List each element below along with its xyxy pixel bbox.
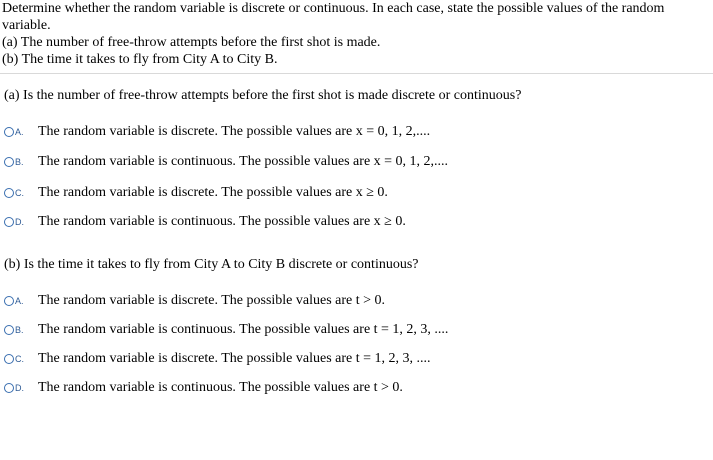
radio-button[interactable] [4,354,14,364]
problem-part-b: (b) The time it takes to fly from City A to City B. [2,52,278,67]
option-text: The random variable is continuous. The possible values are t = 1, 2, 3, .... [38,322,449,337]
option-text: The random variable is discrete. The possible values are t > 0. [38,293,386,308]
option-text: The random variable is continuous. The possible values are x ≥ 0. [38,214,406,229]
radio-button[interactable] [4,188,14,198]
option-a-C[interactable] [4,183,388,203]
option-letter: C. [15,188,24,198]
question-b: (b) Is the time it takes to fly from City A to City B discrete or continuous? [4,257,419,272]
option-a-D[interactable] [4,212,406,232]
option-letter: A. [15,127,24,137]
option-text: The random variable is discrete. The possible values are x ≥ 0. [38,185,388,200]
option-text: The random variable is continuous. The possible values are t > 0. [38,380,403,395]
option-text: The random variable is continuous. The possible values are x = 0, 1, 2,.... [38,154,449,169]
option-letter: B. [15,157,24,167]
problem-statement [2,0,707,68]
option-b-D[interactable] [4,378,403,398]
option-text: The random variable is discrete. The possible values are x = 0, 1, 2,.... [38,124,431,139]
option-letter: D. [15,383,24,393]
problem-instructions: Determine whether the random variable is discrete or continuous. In each case, state the possible values of the random variable. [2,1,665,33]
option-letter: A. [15,296,24,306]
problem-part-a: (a) The number of free-throw attempts before the first shot is made. [2,35,381,50]
option-letter: B. [15,325,24,335]
radio-button[interactable] [4,127,14,137]
radio-button[interactable] [4,157,14,167]
section-divider [0,73,713,74]
option-b-B[interactable] [4,320,448,340]
question-a: (a) Is the number of free-throw attempts before the first shot is made discrete or continuous? [4,88,522,103]
radio-button[interactable] [4,383,14,393]
option-text: The random variable is discrete. The possible values are t = 1, 2, 3, .... [38,351,431,366]
radio-button[interactable] [4,217,14,227]
option-letter: C. [15,354,24,364]
radio-button[interactable] [4,325,14,335]
option-b-C[interactable] [4,349,431,369]
option-letter: D. [15,217,24,227]
option-b-A[interactable] [4,291,385,311]
option-a-B[interactable] [4,152,448,172]
radio-button[interactable] [4,296,14,306]
option-a-A[interactable] [4,122,430,142]
